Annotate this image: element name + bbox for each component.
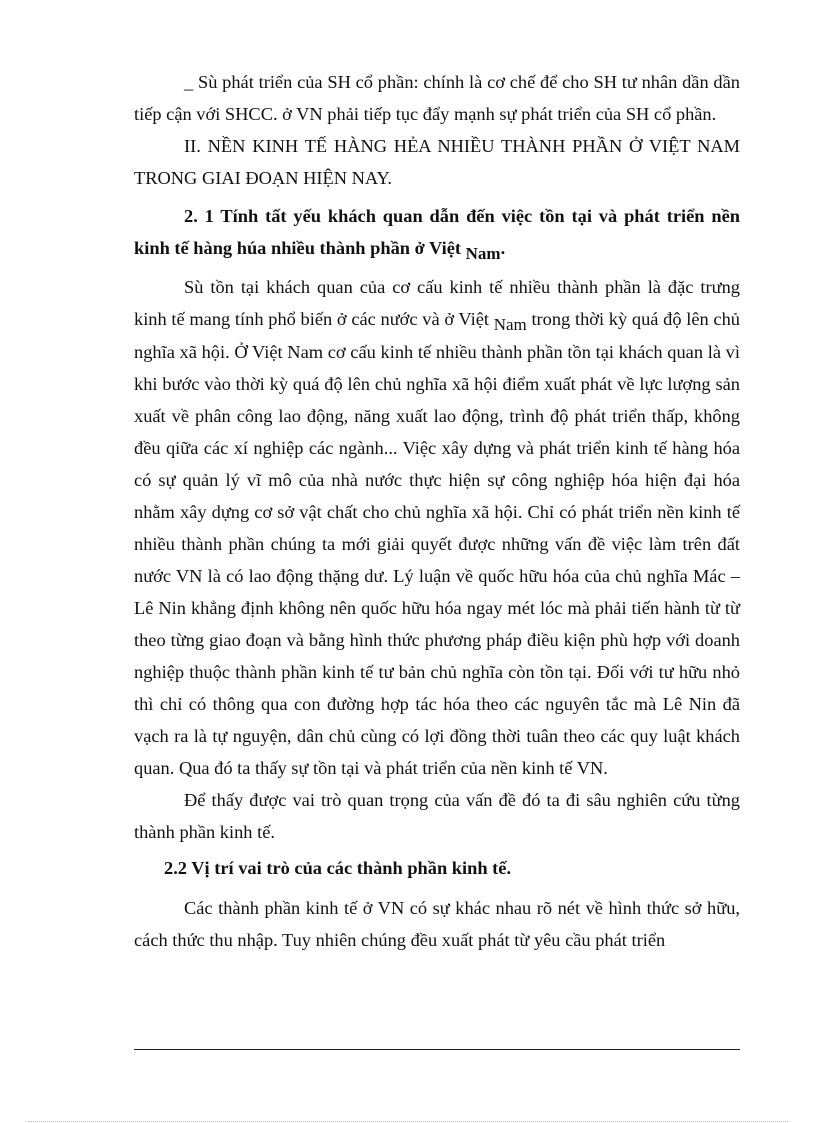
subsection-heading-2-1-end: . [500, 238, 506, 258]
section-heading-ii-text: II. NỀN KINH TẾ HÀNG HẺA NHIỀU THÀNH PHẦN Ở VIỆT NAM TRONG GIAI ĐOẠN HIỆN NAY. [134, 136, 740, 188]
subsection-heading-2-2: 2.2 Vị trí vai trò của các thành phần kinh tế. [164, 858, 512, 878]
paragraph-objective-existence-nam: Nam [493, 315, 527, 334]
paragraph-objective-existence-a: Sù tồn tại khách quan của cơ cấu kinh tế nhiều thành phần là đặc trưng kinh tế mang tính phổ biến ở các nước và ở Việt [134, 277, 740, 329]
document-page [134, 66, 740, 956]
paragraph-research-intro: Để thấy được vai trò quan trọng của vấn đề đó ta đi sâu nghiên cứu từng thành phần kinh tế. [134, 790, 740, 842]
subsection-heading-2-1 [134, 200, 740, 265]
subsection-heading-2-1-text: 2. 1 Tính tất yếu khách quan dẫn đến việc tồn tại và phát triển nền kinh tế hàng húa nhiều thành phần ở Việt [134, 206, 740, 258]
footer-rule [134, 1049, 740, 1050]
paragraph-economic-sectors: Các thành phần kinh tế ở VN có sự khác nhau rõ nét về hình thức sở hữu, cách thức thu nhập. Tuy nhiên chúng đều xuất phát từ yêu cầu phát triển [134, 898, 740, 950]
subsection-heading-2-1-nam: Nam [465, 244, 501, 263]
paragraph-objective-existence [134, 271, 740, 784]
paragraph-shareholding: _ Sù phát triển của SH cổ phần: chính là cơ chế để cho SH tư nhân dần dần tiếp cận với SHCC. ở VN phải tiếp tục đẩy mạnh sự phát triển của SH cổ phần. [134, 72, 740, 124]
paragraph-objective-existence-b: trong thời kỳ quá độ lên chủ nghĩa xã hội. Ở Việt Nam cơ cấu kinh tế nhiều thành phần tồn tại khách quan là vì khi bước vào thời kỳ quá độ lên chủ nghĩa xã hội điểm xuất phát về lực lượng sản xuất về phân công lao động, năng xuất lao động, trình độ phát triển thấp, không đều qiữa các xí nghiệp các ngành... Việc xây dựng và phát triển kinh tế hàng hóa có sự quản lý vĩ mô của nhà nước thực hiện sự công nghiệp hóa hiện đại hóa nhằm xây dựng cơ sở vật chất cho chủ nghĩa xã hội. Chỉ có phát triển nền kinh tế nhiều thành phần chúng ta mới giải quyết được những vấn đề việc làm trên đất nước VN là có lao động thặng dư. Lý luận về quốc hữu hóa của chủ nghĩa Mác – Lê Nin khẳng định không nên quốc hữu hóa ngay mét lóc mà phải tiến hành từ từ theo từng giao đoạn và bằng hình thức phương pháp điều kiện phù hợp với doanh nghiệp thuộc thành phần kinh tế tư bản chủ nghĩa còn tồn tại. Đối với tư hữu nhỏ thì chỉ có thông qua con đường hợp tác hóa theo các nguyên tắc mà Lê Nin đã vạch ra là tự nguyện, dân chủ cùng có lợi đồng thời tuân theo các quy luật khách quan. Qua đó ta thấy sự tồn tại và phát triển của nền kinh tế VN. [134, 309, 740, 778]
section-heading-ii [134, 130, 740, 194]
page-bottom-dotted-border [28, 1121, 788, 1122]
